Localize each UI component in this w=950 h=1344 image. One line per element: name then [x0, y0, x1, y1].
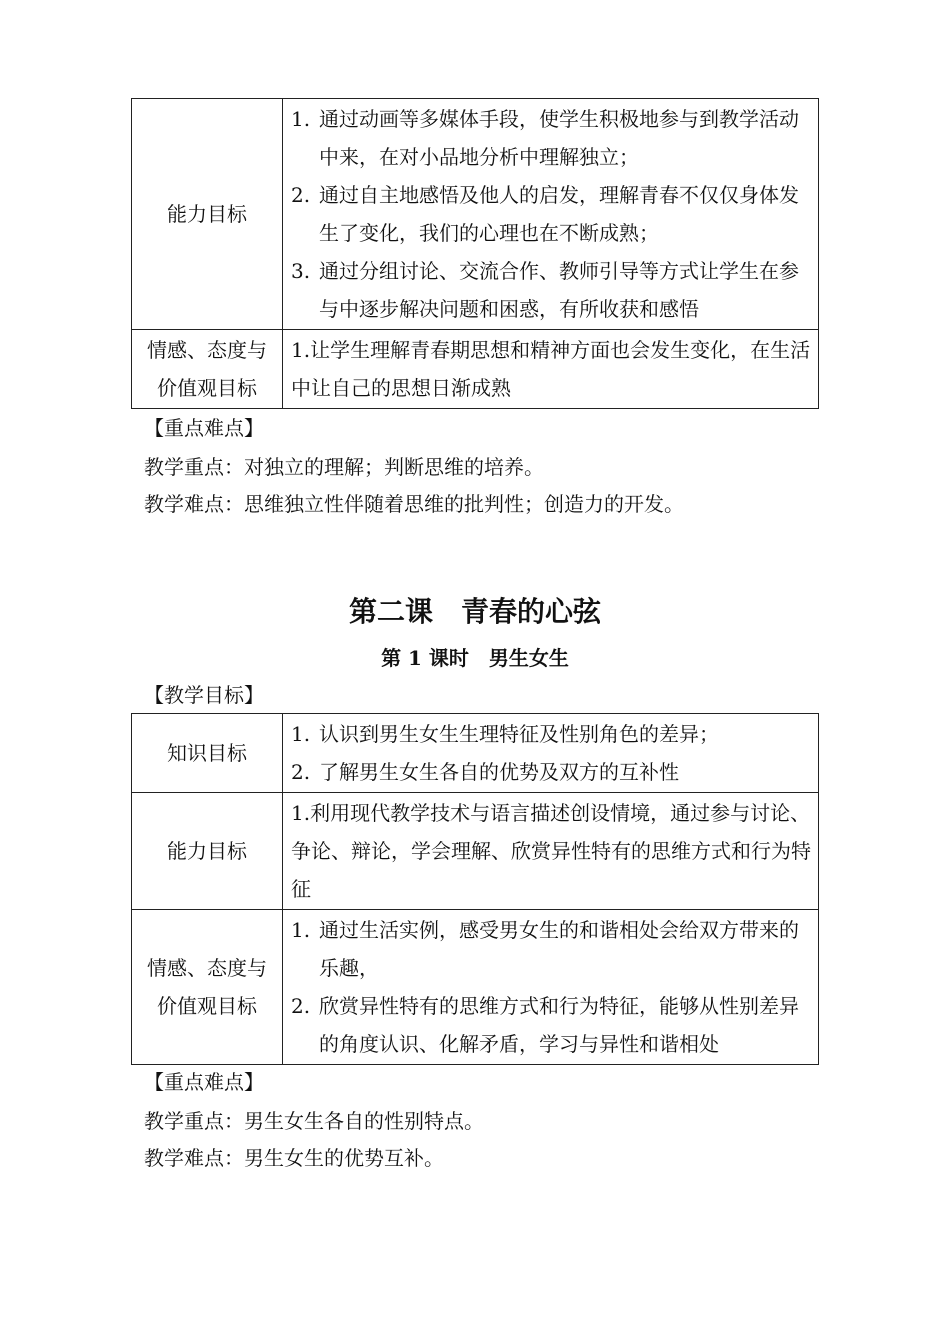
- row-label: 知识目标: [132, 714, 283, 793]
- lesson-subtitle: 第 1 课时 男生女生: [381, 646, 569, 670]
- item-number: 2.: [291, 760, 311, 784]
- row-content: 1.让学生理解青春期思想和精神方面也会发生变化，在生活中让自己的思想日渐成熟: [283, 330, 819, 409]
- section-heading: 【重点难点】: [144, 1070, 264, 1094]
- list-item: [291, 715, 812, 753]
- row-content: 1.利用现代教学技术与语言描述创设情境，通过参与讨论、争论、辩论，学会理解、欣赏异性特有的思维方式和行为特征: [283, 793, 819, 910]
- item-text: 通过分组讨论、交流合作、教师引导等方式让学生在参与中逐步解决问题和困惑，有所收获和感悟: [319, 259, 799, 321]
- row-content: [283, 910, 819, 1065]
- objectives-heading: 【教学目标】: [144, 683, 264, 707]
- row-label: [132, 910, 283, 1065]
- row-label: 能力目标: [132, 793, 283, 910]
- row-label: 能力目标: [132, 99, 283, 330]
- table-row: [132, 910, 819, 1065]
- item-number: 1.: [291, 107, 311, 131]
- row-content: [283, 714, 819, 793]
- item-number: 2.: [291, 183, 311, 207]
- section-heading: 【重点难点】: [144, 416, 264, 440]
- list-item: [291, 911, 812, 987]
- objectives-table-2: [131, 713, 819, 1065]
- difficulty-text: 教学难点：男生女生的优势互补。: [144, 1146, 444, 1170]
- item-text: 欣赏异性特有的思维方式和行为特征，能够从性别差异的角度认识、化解矛盾，学习与异性和谐相处: [319, 994, 799, 1056]
- table-row: [132, 99, 819, 330]
- row-label-line: 价值观目标: [157, 994, 257, 1018]
- row-content: [283, 99, 819, 330]
- objectives-table-1: [131, 98, 819, 409]
- lesson-title: 第二课 青春的心弦: [348, 595, 601, 628]
- item-number: 2.: [291, 994, 311, 1018]
- key-point-text: 教学重点：对独立的理解；判断思维的培养。: [144, 455, 544, 479]
- row-label-line: 情感、态度与: [147, 956, 267, 980]
- difficulty-text: 教学难点：思维独立性伴随着思维的批判性；创造力的开发。: [144, 492, 684, 516]
- item-number: 3.: [291, 259, 311, 283]
- item-text: 认识到男生女生生理特征及性别角色的差异；: [319, 722, 719, 746]
- row-label: [132, 330, 283, 409]
- row-label-line: 情感、态度与: [147, 338, 267, 362]
- row-label-line: 价值观目标: [157, 376, 257, 400]
- table-row: [132, 330, 819, 409]
- list-item: [291, 987, 812, 1063]
- list-item: [291, 100, 812, 176]
- item-number: 1.: [291, 722, 311, 746]
- list-item: [291, 753, 812, 791]
- list-item: [291, 176, 812, 252]
- item-text: 通过动画等多媒体手段，使学生积极地参与到教学活动中来，在对小品地分析中理解独立；: [319, 107, 799, 169]
- table-row: [132, 714, 819, 793]
- item-text: 通过生活实例，感受男女生的和谐相处会给双方带来的乐趣，: [319, 918, 799, 980]
- item-text: 了解男生女生各自的优势及双方的互补性: [319, 760, 679, 784]
- item-text: 通过自主地感悟及他人的启发，理解青春不仅仅身体发生了变化，我们的心理也在不断成熟；: [319, 183, 799, 245]
- item-number: 1.: [291, 918, 311, 942]
- key-point-text: 教学重点：男生女生各自的性别特点。: [144, 1109, 484, 1133]
- table-row: [132, 793, 819, 910]
- list-item: [291, 252, 812, 328]
